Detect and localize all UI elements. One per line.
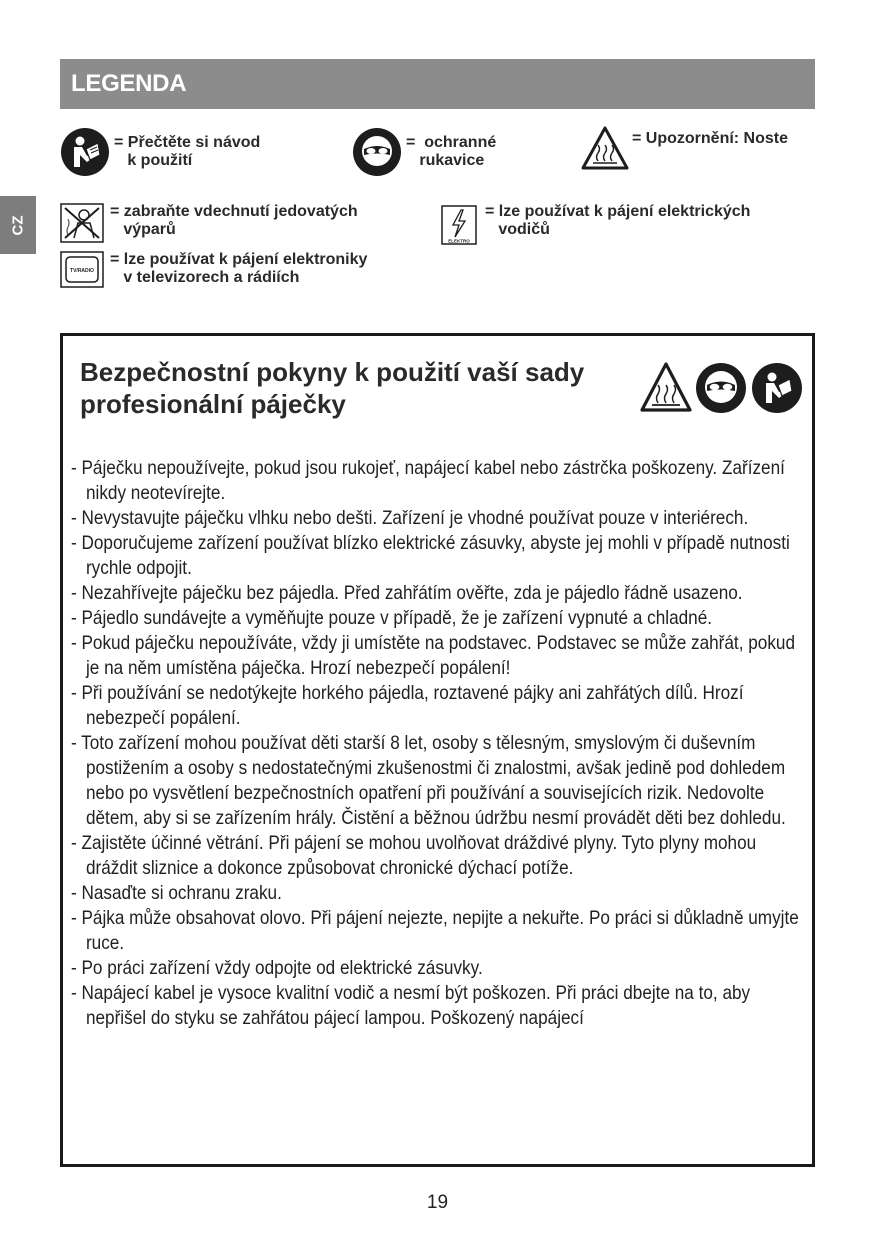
eye-protection-icon — [696, 363, 746, 413]
safety-rule: - Pokud páječku nepoužíváte, vždy ji umístěte na podstavec. Podstavec se může zahřát, pokud je na něm umístěna páječka. Hrozí nebezpečí popálení! — [71, 632, 795, 679]
safety-rule: - Pájedlo sundávejte a vyměňujte pouze v případě, že je zařízení vypnuté a chladné. — [71, 607, 713, 629]
safety-rule: - Nezahřívejte páječku bez pájedla. Před zahřátím ověřte, zda je pájedlo řádně usazeno. — [71, 582, 743, 604]
safety-rule: - Toto zařízení mohou používat děti starší 8 let, osoby s tělesným, smyslovým či duševním postižením a osoby s nedostatečnými zkušenostmi či znalostmi, avšak jedině pod dohledem nebo po vysvětlení bezpečnostních opatření při používání a souvisejících rizik. Nedovolte dětem, aby si se zařízením hrály. Čistění a běžnou údržbu nesmí provádět děti bez dohledu. — [71, 732, 786, 829]
safety-rule: - Zajistěte účinné větrání. Při pájení se mohou uvolňovat dráždivé plyny. Tyto plyny mohou dráždit sliznice a dokonce způsobovat chronické dýchací potíže. — [71, 832, 757, 879]
legend-tv-radio-text: = lze používat k pájení elektroniky v televizorech a rádiích — [110, 251, 368, 286]
safety-rule: - Nevystavujte páječku vlhku nebo dešti. Zařízení je vhodné používat pouze v interiérech. — [71, 507, 749, 529]
language-tab — [0, 196, 36, 254]
read-manual-icon — [752, 363, 802, 413]
no-fumes-icon — [60, 203, 104, 243]
legend-warning-text: = Upozornění: Noste — [632, 130, 789, 147]
safety-rule: - Doporučujeme zařízení používat blízko elektrické zásuvky, abyste jej mohli v případě nutnosti rychle odpojit. — [71, 532, 790, 579]
legend-read-manual-text: = Přečtěte si návod k použití — [114, 134, 261, 169]
electro-icon-label: ELEKTRO — [448, 238, 470, 244]
legend-fumes-text: = zabraňte vdechnutí jedovatých výparů — [110, 203, 358, 238]
safety-icons-group — [639, 360, 803, 416]
safety-rule: - Pájka může obsahovat olovo. Při pájení nejezte, nepijte a nekuřte. Po práci si důkladně umyjte ruce. — [71, 907, 799, 954]
legend-gloves-text: = ochranné rukavice — [406, 134, 497, 169]
safety-instructions-box — [60, 333, 815, 1167]
page-number: 19 — [426, 1192, 449, 1213]
safety-rule: - Při používání se nedotýkejte horkého pájedla, roztavené pájky ani zahřátých dílů. Hrozí nebezpečí popálení. — [71, 682, 744, 729]
safety-title: Bezpečnostní pokyny k použití vaší sady profesionální páječky — [80, 357, 585, 419]
tv-radio-icon — [60, 251, 104, 288]
language-label: CZ — [9, 215, 27, 235]
safety-rules-list — [71, 456, 807, 1031]
safety-rule: - Nasaďte si ochranu zraku. — [71, 882, 282, 904]
tv-radio-icon-label: TV/RADIO — [70, 268, 94, 274]
hot-surface-warning-icon — [580, 125, 630, 171]
legend-electric-text: = lze používat k pájení elektrických vodičů — [485, 203, 751, 238]
legend-title: LEGENDA — [71, 70, 187, 97]
hot-surface-warning-icon — [642, 364, 690, 410]
safety-rule: - Napájecí kabel je vysoce kvalitní vodič a nesmí být poškozen. Při práci dbejte na to, aby nepřišel do styku se zahřátou pájecí lampou. Poškozený napájecí — [71, 982, 751, 1029]
legend-header — [60, 59, 815, 109]
electric-wire-icon — [441, 205, 477, 245]
read-manual-icon — [60, 127, 110, 177]
eye-protection-icon — [352, 127, 402, 177]
safety-rule: - Páječku nepoužívejte, pokud jsou rukojeť, napájecí kabel nebo zástrčka poškozeny. Zařízení nikdy neotevírejte. — [71, 457, 785, 504]
safety-rule: - Po práci zařízení vždy odpojte od elektrické zásuvky. — [71, 957, 483, 979]
